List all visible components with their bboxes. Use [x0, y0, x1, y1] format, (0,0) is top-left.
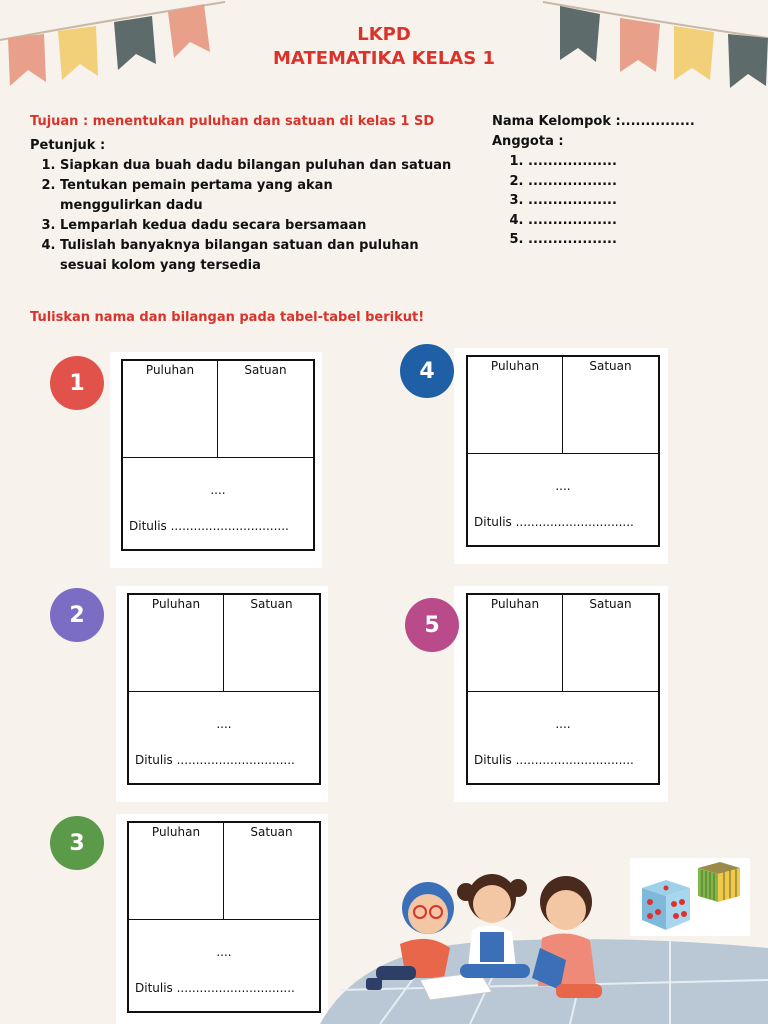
children-illustration — [360, 868, 620, 1008]
satuan-cell[interactable]: Satuan — [244, 363, 287, 377]
members-list — [510, 152, 617, 250]
table-divider — [129, 919, 319, 920]
page-subtitle: MATEMATIKA KELAS 1 — [273, 48, 495, 69]
instruction-step: 4. Tulislah banyaknya bilangan satuan dan puluhan sesuai kolom yang tersedia — [60, 236, 440, 276]
number-badge-1: 1 — [50, 356, 104, 410]
member-entry[interactable]: 1. .................. — [528, 152, 617, 172]
satuan-cell[interactable]: Satuan — [250, 825, 293, 839]
number-blank[interactable]: .... — [210, 483, 226, 497]
satuan-cell[interactable]: Satuan — [589, 359, 632, 373]
puluhan-cell[interactable]: Puluhan — [468, 595, 563, 691]
objective-text: Tujuan : menentukan puluhan dan satuan di kelas 1 SD — [30, 114, 435, 129]
dice-icon — [636, 858, 746, 936]
members-label: Anggota : — [492, 134, 564, 149]
puluhan-cell[interactable]: Puluhan — [123, 361, 218, 457]
answer-table-2 — [127, 593, 321, 785]
table-divider — [123, 457, 313, 458]
instruction-step: 3. Lemparlah kedua dadu secara bersamaan — [60, 216, 460, 236]
satuan-cell[interactable]: Satuan — [250, 597, 293, 611]
number-badge-3: 3 — [50, 816, 104, 870]
instruction-step: 1. Siapkan dua buah dadu bilangan puluhan dan satuan — [60, 156, 460, 176]
instructions-list — [30, 156, 460, 276]
number-blank[interactable]: .... — [216, 945, 232, 959]
member-entry[interactable]: 5. .................. — [528, 230, 617, 250]
number-blank[interactable]: .... — [555, 479, 571, 493]
instruction-step: 2. Tentukan pemain pertama yang akan menggulirkan dadu — [60, 176, 390, 216]
group-name-field[interactable]: Nama Kelompok :............... — [492, 114, 695, 129]
number-badge-5: 5 — [405, 598, 459, 652]
answer-table-4 — [466, 355, 660, 547]
number-badge-2: 2 — [50, 588, 104, 642]
answer-table-5 — [466, 593, 660, 785]
written-field[interactable]: Ditulis ............................... — [135, 981, 295, 995]
instructions-label: Petunjuk : — [30, 138, 106, 153]
answer-table-1 — [121, 359, 315, 551]
written-field[interactable]: Ditulis ............................... — [135, 753, 295, 767]
puluhan-cell[interactable]: Puluhan — [129, 595, 224, 691]
written-field[interactable]: Ditulis ............................... — [129, 519, 289, 533]
member-entry[interactable]: 3. .................. — [528, 191, 617, 211]
table-divider — [468, 453, 658, 454]
puluhan-cell[interactable]: Puluhan — [129, 823, 224, 919]
number-badge-4: 4 — [400, 344, 454, 398]
written-field[interactable]: Ditulis ............................... — [474, 753, 634, 767]
number-blank[interactable]: .... — [555, 717, 571, 731]
table-divider — [129, 691, 319, 692]
table-divider — [468, 691, 658, 692]
number-blank[interactable]: .... — [216, 717, 232, 731]
member-entry[interactable]: 2. .................. — [528, 172, 617, 192]
page-title: LKPD — [357, 24, 411, 45]
written-field[interactable]: Ditulis ............................... — [474, 515, 634, 529]
answer-table-3 — [127, 821, 321, 1013]
table-instruction: Tuliskan nama dan bilangan pada tabel-tabel berikut! — [30, 310, 425, 325]
member-entry[interactable]: 4. .................. — [528, 211, 617, 231]
puluhan-cell[interactable]: Puluhan — [468, 357, 563, 453]
satuan-cell[interactable]: Satuan — [589, 597, 632, 611]
